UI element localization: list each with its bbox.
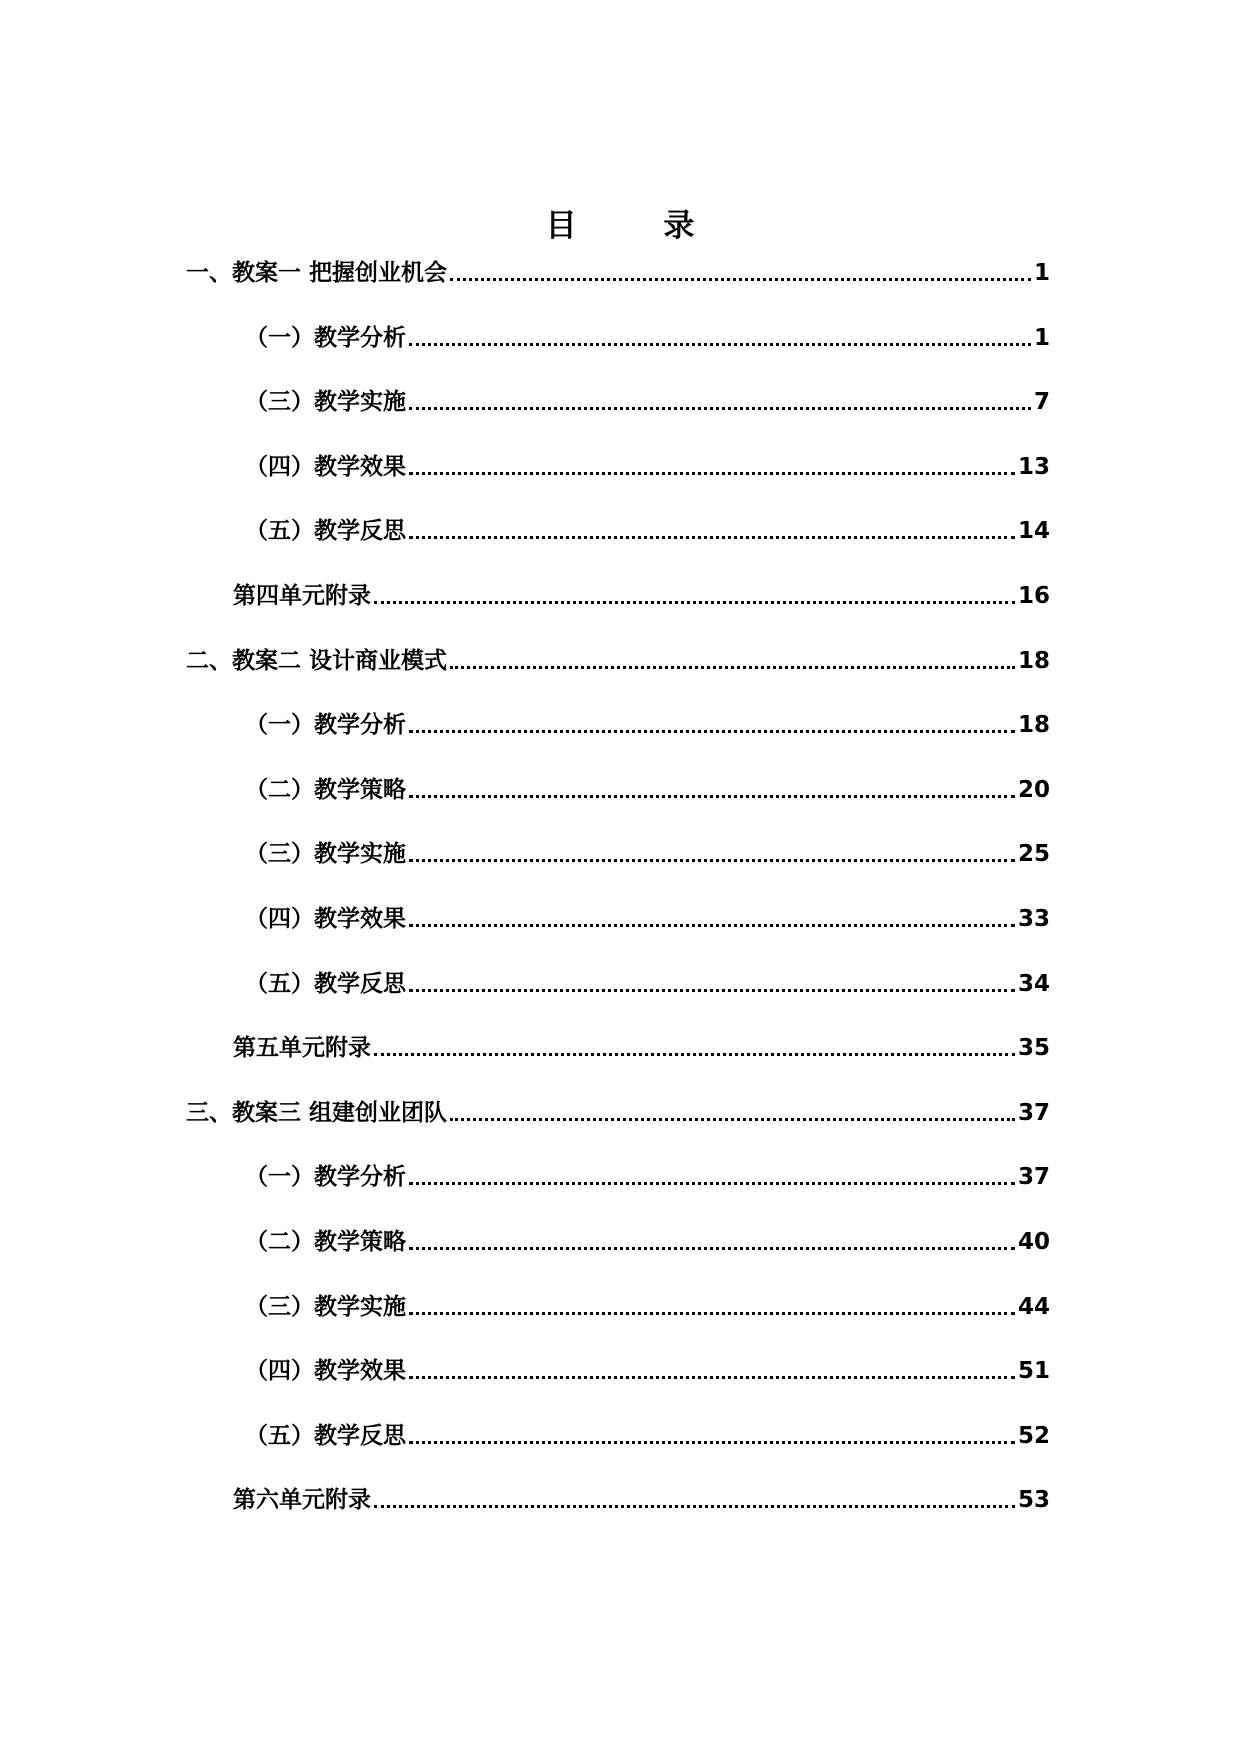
toc-page-number: 51 [1017, 1358, 1050, 1385]
toc-entry-label: （一）教学分析 [245, 324, 406, 351]
toc-page-number: 53 [1017, 1487, 1050, 1514]
toc-entry-label: 第六单元附录 [233, 1487, 371, 1514]
toc-page-number: 34 [1017, 970, 1050, 997]
toc-page-number: 35 [1017, 1035, 1050, 1062]
toc-entry[interactable] [245, 704, 1050, 740]
toc-page-number: 13 [1017, 453, 1050, 480]
toc-entry-label: （五）教学反思 [245, 518, 406, 545]
toc-page-number: 16 [1017, 583, 1050, 609]
toc-dot-leader [409, 795, 1015, 798]
toc-dot-leader [450, 666, 1015, 669]
toc-entry-label: 第四单元附录 [233, 583, 371, 609]
toc-dot-leader [409, 730, 1015, 733]
toc-entry[interactable] [245, 1350, 1050, 1386]
toc-page-number: 37 [1017, 1164, 1050, 1191]
toc-dot-leader [450, 278, 1031, 281]
toc-entry[interactable] [245, 1286, 1050, 1322]
toc-entry-label: 三、教案三 组建创业团队 [186, 1099, 448, 1126]
toc-entry-label: 第五单元附录 [233, 1035, 371, 1062]
toc-entry-label: 一、教案一 把握创业机会 [186, 260, 448, 286]
toc-dot-leader [409, 989, 1015, 992]
toc-entry[interactable] [233, 1027, 1050, 1063]
toc-entry[interactable] [245, 510, 1050, 546]
toc-page-number: 37 [1017, 1099, 1050, 1126]
toc-dot-leader [409, 1182, 1015, 1185]
toc-dot-leader [409, 859, 1015, 862]
toc-entry[interactable] [245, 381, 1050, 417]
toc-entry[interactable] [245, 317, 1050, 353]
toc-dot-leader [409, 1441, 1015, 1444]
toc-entry[interactable] [186, 1092, 1050, 1128]
toc-entry[interactable] [245, 1221, 1050, 1257]
toc-dot-leader [409, 1376, 1015, 1379]
toc-page-number: 44 [1017, 1293, 1050, 1320]
toc-entry[interactable] [245, 898, 1050, 934]
toc-entry[interactable] [186, 640, 1050, 676]
toc-dot-leader [409, 472, 1015, 475]
toc-page-number: 33 [1017, 906, 1050, 932]
toc-page-number: 18 [1017, 647, 1050, 674]
toc-entry[interactable] [245, 963, 1050, 999]
toc-dot-leader [374, 601, 1015, 604]
toc-dot-leader [409, 924, 1015, 927]
toc-entry-label: （二）教学策略 [245, 776, 406, 803]
toc-entry[interactable] [186, 252, 1050, 288]
toc-page-number: 1 [1033, 260, 1050, 286]
toc-dot-leader [450, 1118, 1015, 1121]
toc-page-number: 14 [1017, 518, 1050, 545]
toc-page-number: 18 [1017, 712, 1050, 739]
toc-entry-label: （一）教学分析 [245, 712, 406, 739]
toc-entry[interactable] [233, 1479, 1050, 1515]
toc-entry[interactable] [245, 446, 1050, 482]
toc-entry[interactable] [245, 1156, 1050, 1192]
toc-entry-label: （四）教学效果 [245, 906, 406, 932]
toc-dot-leader [409, 1247, 1015, 1250]
toc-dot-leader [409, 1312, 1015, 1315]
toc-entry-label: （四）教学效果 [245, 1358, 406, 1385]
toc-entry-label: （三）教学实施 [245, 389, 406, 416]
toc-entry-label: （二）教学策略 [245, 1229, 406, 1255]
toc-entry-label: （三）教学实施 [245, 841, 406, 868]
toc-entry[interactable] [233, 575, 1050, 611]
toc-dot-leader [409, 343, 1031, 346]
toc-page-number: 52 [1017, 1422, 1050, 1449]
toc-entry-label: （一）教学分析 [245, 1164, 406, 1191]
toc-page-number: 40 [1017, 1229, 1050, 1255]
toc-dot-leader [409, 407, 1031, 410]
toc-entry-label: （三）教学实施 [245, 1293, 406, 1320]
toc-page-number: 1 [1033, 324, 1050, 351]
toc-dot-leader [374, 1505, 1015, 1508]
toc-dot-leader [409, 536, 1015, 539]
toc-entry-label: （五）教学反思 [245, 1422, 406, 1449]
toc-dot-leader [374, 1053, 1015, 1056]
toc-entry-label: （四）教学效果 [245, 453, 406, 480]
toc-entry-label: 二、教案二 设计商业模式 [186, 647, 448, 674]
toc-page-number: 7 [1033, 389, 1050, 416]
toc-page-number: 20 [1017, 776, 1050, 803]
toc-entry-label: （五）教学反思 [245, 970, 406, 997]
page-title: 目 录 [545, 207, 733, 244]
toc-entry[interactable] [245, 769, 1050, 805]
toc-page-number: 25 [1017, 841, 1050, 868]
toc-entry[interactable] [245, 833, 1050, 869]
toc-entry[interactable] [245, 1415, 1050, 1451]
